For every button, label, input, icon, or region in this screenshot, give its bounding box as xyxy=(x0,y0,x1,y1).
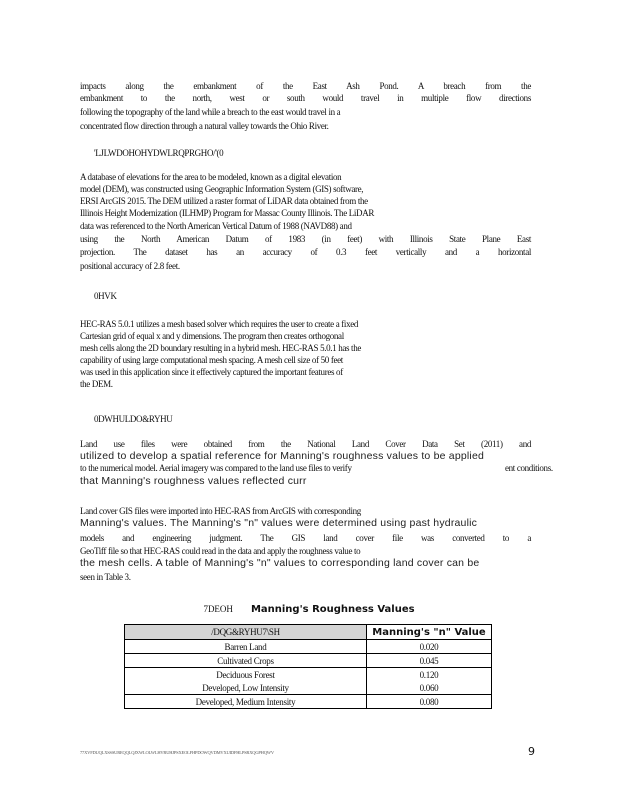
text-line: Land use files were obtained from the National Land Cover Data Set (2011) and xyxy=(80,439,531,449)
text-line: Illinois Height Modernization (ILHMP) Program for Massac County Illinois. The LiDAR xyxy=(80,208,374,218)
n-value-cell: 0.020 xyxy=(367,640,492,654)
text-line: the mesh cells. A table of Manning's "n" values to corresponding land cover can be xyxy=(80,557,480,569)
section-heading: 'LJLWDOHOHYDWLRQPRGHO/'(0 xyxy=(94,148,224,158)
text-line: embankment to the north, west or south would travel in multiple flow directions xyxy=(80,93,531,103)
header-mannings-n: Manning's "n" Value xyxy=(367,625,492,640)
table-header-row xyxy=(125,625,492,640)
text-line: that Manning's roughness values reflected curr xyxy=(80,475,307,487)
text-line: ent conditions. xyxy=(505,463,553,473)
page-number: 9 xyxy=(528,745,535,758)
table-row xyxy=(125,640,492,654)
land-cover-cell: Barren Land xyxy=(125,640,367,654)
text-line: model (DEM), was constructed using Geographic Information System (GIS) software, xyxy=(80,184,364,194)
text-line: data was referenced to the North American Vertical Datum of 1988 (NAVD88) and xyxy=(80,221,352,231)
text-line: GeoTiff file so that HEC-RAS could read in the data and apply the roughness value to xyxy=(80,546,361,556)
text-line: following the topography of the land while a breach to the east would travel in a xyxy=(80,107,341,117)
text-line: the DEM. xyxy=(80,379,113,389)
text-line: concentrated flow direction through a natural valley towards the Ohio River. xyxy=(80,121,329,131)
table-row xyxy=(125,681,492,695)
text-line: seen in Table 3. xyxy=(80,572,131,582)
land-cover-cell: Developed, Low Intensity xyxy=(125,681,367,695)
text-line: to the numerical model. Aerial imagery was compared to the land use files to verify xyxy=(80,463,352,473)
table-row xyxy=(125,668,492,682)
n-value-cell: 0.045 xyxy=(367,654,492,668)
text-line: mesh cells along the 2D boundary resulting in a hybrid mesh. HEC-RAS 5.0.1 has the xyxy=(80,343,362,353)
text-line: positional accuracy of 2.8 feet. xyxy=(80,261,180,271)
page-footer: 77XVFDUQLXSSSUREQQLQJXWLOLWLHVRUHJPSXEOLFHPDOWQVDMVXUIDFHLPSRXQGPHQWV xyxy=(80,750,274,755)
text-line: Cartesian grid of equal x and y dimensions. The program then creates orthogonal xyxy=(80,331,344,341)
table-caption-label: 7DEOH xyxy=(203,604,233,614)
text-line: ERSI ArcGIS 2015. The DEM utilized a raster format of LiDAR data obtained from the xyxy=(80,196,368,206)
land-cover-cell: Developed, Medium Intensity xyxy=(125,695,367,709)
text-line: A database of elevations for the area to be modeled, known as a digital elevation xyxy=(80,172,342,182)
text-line: Manning's values. The Manning's "n" values were determined using past hydraulic xyxy=(80,517,478,529)
text-line: Land cover GIS files were imported into HEC-RAS from ArcGIS with corresponding xyxy=(80,506,361,516)
table-row xyxy=(125,654,492,668)
text-line: impacts along the embankment of the East Ash Pond. A breach from the xyxy=(80,81,531,91)
text-line: HEC-RAS 5.0.1 utilizes a mesh based solver which requires the user to create a fixed xyxy=(80,319,359,329)
n-value-cell: 0.060 xyxy=(367,681,492,695)
text-line: capability of using large computational mesh spacing. A mesh cell size of 50 feet xyxy=(80,355,343,365)
table-row xyxy=(125,695,492,709)
text-line: was used in this application since it effectively captured the important features of xyxy=(80,367,343,377)
n-value-cell: 0.080 xyxy=(367,695,492,709)
section-heading: 0HVK xyxy=(94,291,117,301)
table-caption-title: Manning's Roughness Values xyxy=(250,604,415,615)
n-value-cell: 0.120 xyxy=(367,668,492,682)
land-cover-cell: Cultivated Crops xyxy=(125,654,367,668)
land-cover-cell: Deciduous Forest xyxy=(125,668,367,682)
text-line: projection. The dataset has an accuracy of 0.3 feet vertically and a horizontal xyxy=(80,247,531,257)
table-caption xyxy=(0,599,618,617)
roughness-table xyxy=(124,624,492,709)
text-line: models and engineering judgment. The GIS land cover file was converted to a xyxy=(80,533,531,543)
header-land-cover: /DQG&RYHU7\SH xyxy=(125,625,367,640)
section-heading: 0DWHULDO&RYHU xyxy=(94,414,173,424)
text-line: utilized to develop a spatial reference for Manning's roughness values to be applied xyxy=(80,450,485,462)
text-line: using the North American Datum of 1983 (in feet) with Illinois State Plane East xyxy=(80,234,531,244)
